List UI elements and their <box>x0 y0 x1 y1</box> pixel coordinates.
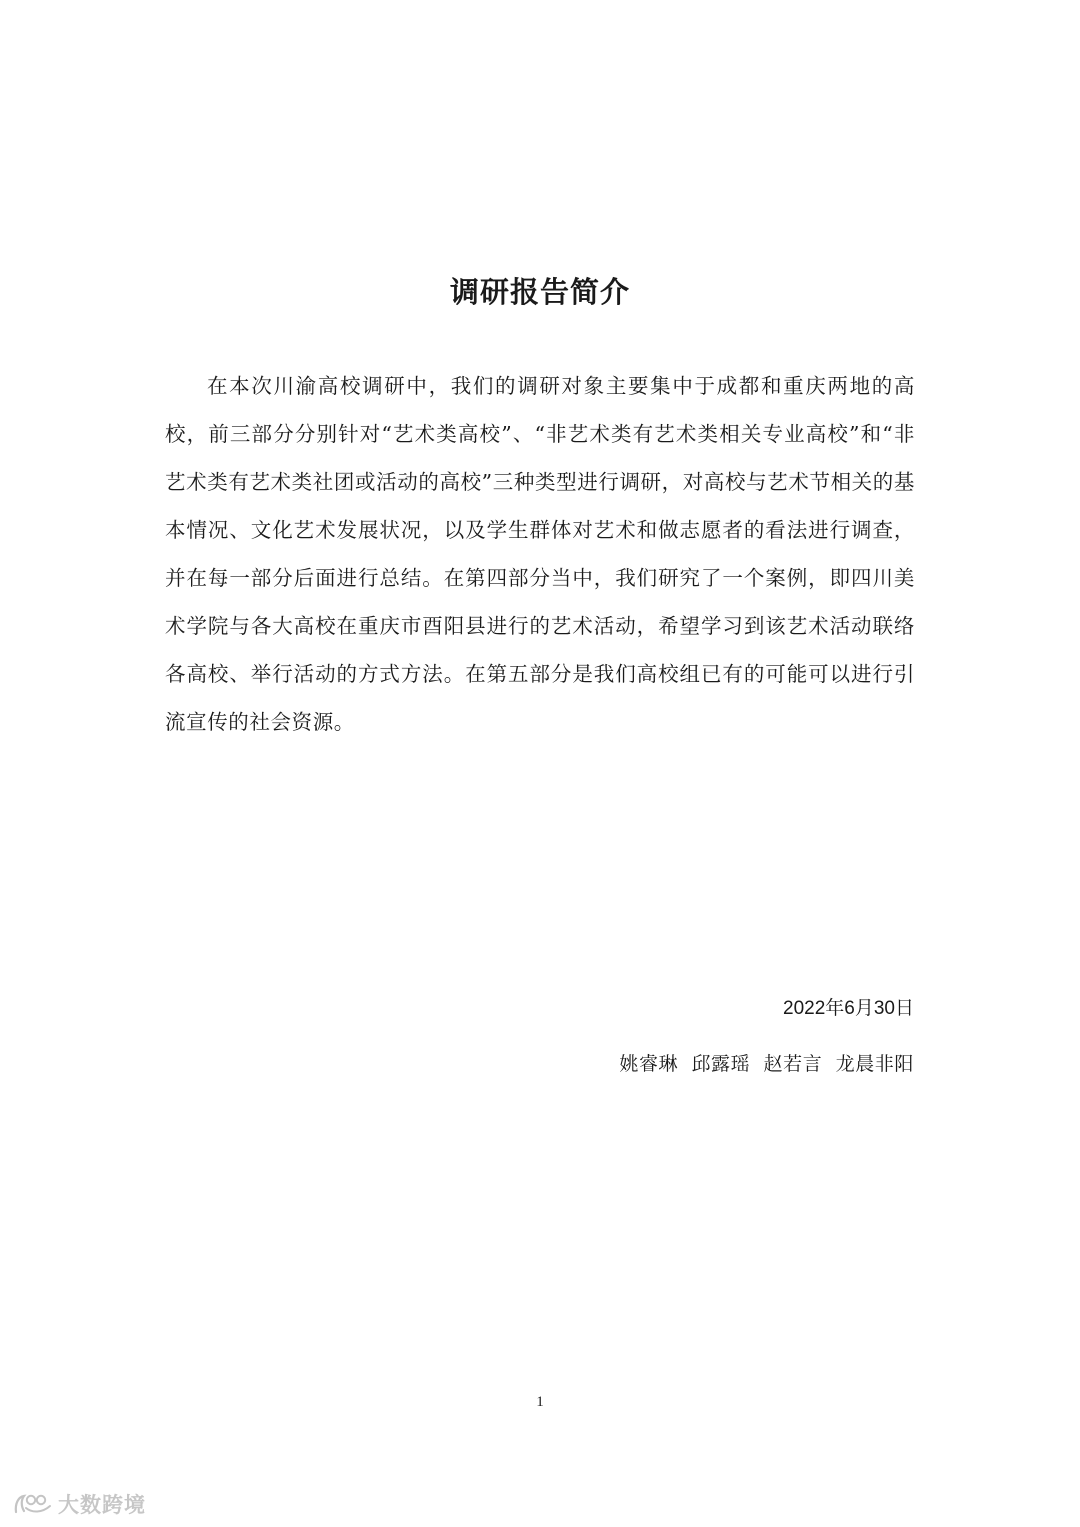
watermark-text: 大数跨境 <box>58 1493 146 1517</box>
author-list: 姚睿琳 邱露瑶 赵若言 龙晨非阳 <box>619 1053 914 1075</box>
watermark <box>12 1489 146 1519</box>
intro-paragraph: 在本次川渝高校调研中，我们的调研对象主要集中于成都和重庆两地的高校，前三部分分别针对“艺术类高校”、“非艺术类有艺术类相关专业高校”和“非艺术类有艺术类社团或活动的高校”三种类型进行调研，对高校与艺术节相关的基本情况、文化艺术发展状况，以及学生群体对艺术和做志愿者的看法进行调查，并在每一部分后面进行总结。在第四部分当中，我们研究了一个案例，即四川美术学院与各大高校在重庆市酉阳县进行的艺术活动，希望学习到该艺术活动联络各高校、举行活动的方式方法。在第五部分是我们高校组已有的可能可以进行引流宣传的社会资源。 <box>165 374 915 734</box>
page-number: 1 <box>536 1394 544 1410</box>
report-date: 2022年6月30日 <box>783 998 914 1019</box>
page-title: 调研报告简介 <box>449 275 630 310</box>
brand-logo-icon <box>12 1492 54 1516</box>
